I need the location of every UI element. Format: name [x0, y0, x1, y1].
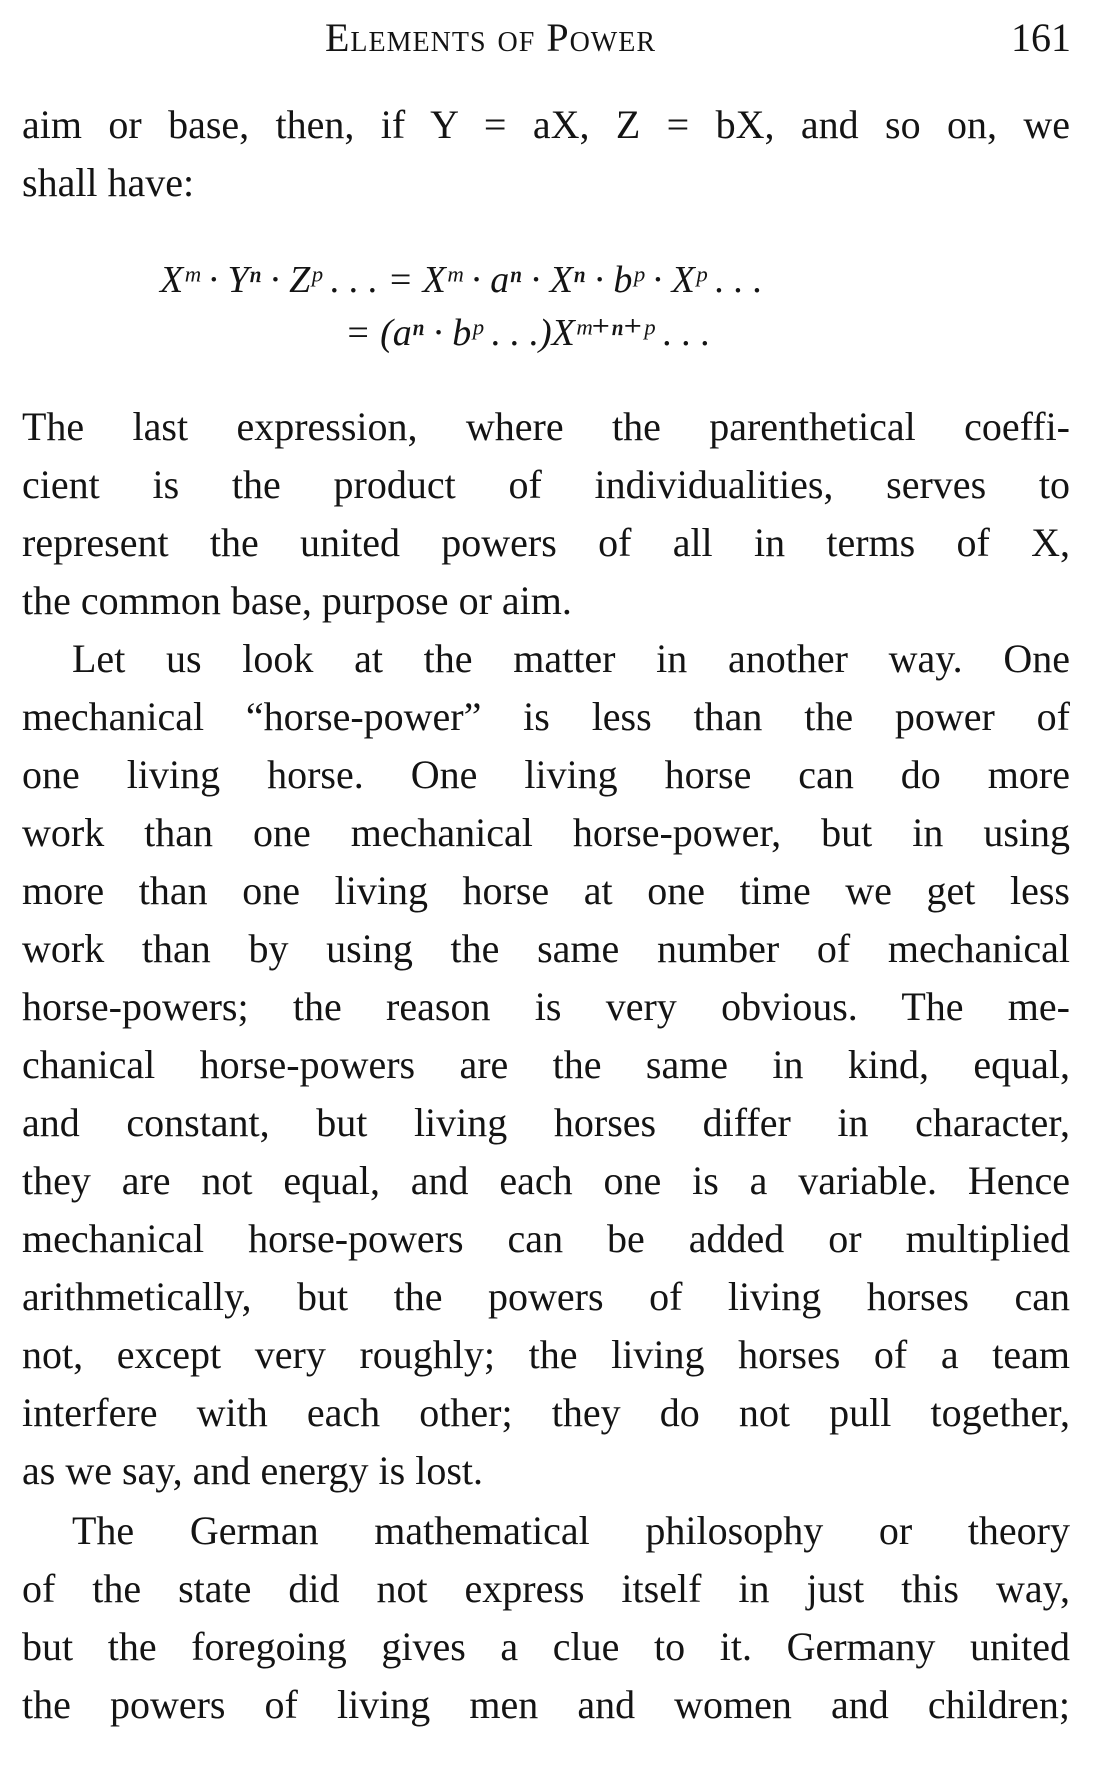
text-line: mechanical horse-powers can be added or multiplied	[22, 1216, 1070, 1261]
text-line: interfere with each other; they do not pull together,	[22, 1390, 1070, 1435]
equation-line-2: = (aⁿ · bᵖ . . .)Xᵐ⁺ⁿ⁺ᵖ . . .	[345, 312, 711, 354]
paragraph-2	[22, 630, 1070, 1500]
running-head-title: Elements of Power	[325, 15, 657, 60]
text-line: arithmetically, but the powers of living horses can	[22, 1274, 1070, 1319]
text-line: and constant, but living horses differ in character,	[22, 1100, 1070, 1145]
text-line: the common base, purpose or aim.	[22, 578, 572, 623]
text-line: aim or base, then, if Y = aX, Z = bX, and so on, we	[22, 102, 1070, 147]
text-line: The last expression, where the parenthetical coeffi-	[22, 404, 1070, 449]
text-line: of the state did not express itself in just this way,	[22, 1566, 1070, 1611]
text-line: represent the united powers of all in terms of X,	[22, 520, 1070, 565]
text-line: Let us look at the matter in another way. One	[72, 636, 1070, 681]
text-line: shall have:	[22, 160, 195, 205]
text-line: as we say, and energy is lost.	[22, 1448, 484, 1493]
intro-text	[22, 96, 1070, 212]
running-head	[0, 14, 1097, 74]
text-line: horse-powers; the reason is very obvious. The me-	[22, 984, 1070, 1029]
text-line: work than one mechanical horse-power, but in using	[22, 810, 1070, 855]
text-line: not, except very roughly; the living horses of a team	[22, 1332, 1070, 1377]
paragraph-3	[22, 1502, 1070, 1734]
text-line: work than by using the same number of mechanical	[22, 926, 1070, 971]
text-line: mechanical “horse-power” is less than the power of	[22, 694, 1070, 739]
text-line: they are not equal, and each one is a variable. Hence	[22, 1158, 1070, 1203]
text-line: one living horse. One living horse can do more	[22, 752, 1070, 797]
text-line: but the foregoing gives a clue to it. Germany united	[22, 1624, 1070, 1669]
paragraph-1	[22, 398, 1070, 630]
text-line: chanical horse-powers are the same in kind, equal,	[22, 1042, 1070, 1087]
equation-line-1: Xᵐ · Yⁿ · Zᵖ . . . = Xᵐ · aⁿ · Xⁿ · bᵖ · Xᵖ . . .	[160, 259, 763, 301]
page-number: 161	[1011, 15, 1071, 60]
text-line: cient is the product of individualities, serves to	[22, 462, 1070, 507]
text-line: the powers of living men and women and children;	[22, 1682, 1070, 1727]
text-line: The German mathematical philosophy or theory	[72, 1508, 1070, 1553]
text-line: more than one living horse at one time we get less	[22, 868, 1070, 913]
